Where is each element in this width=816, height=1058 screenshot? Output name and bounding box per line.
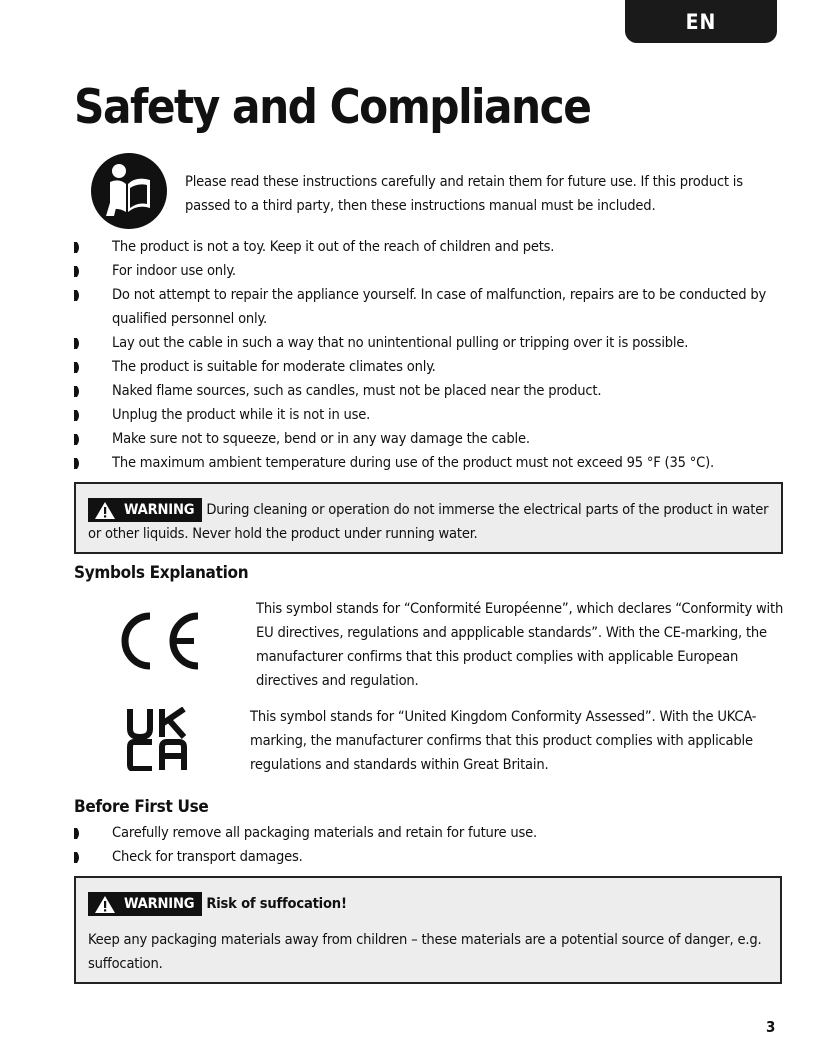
- bullet-icon: [74, 242, 81, 253]
- warning-text: Keep any packaging materials away from children – these materials are a potential source of danger, e.g. suffocation.: [88, 931, 762, 972]
- warning-label: WARNING: [124, 501, 195, 518]
- bullet-icon: [74, 852, 81, 863]
- warning-text-block: [88, 498, 769, 546]
- bullet-icon: [74, 362, 81, 373]
- list-item-text: Lay out the cable in such a way that no unintentional pulling or tripping over it is possible.: [112, 334, 689, 351]
- before-first-use-heading: Before First Use: [74, 797, 209, 817]
- list-item-text: Make sure not to squeeze, bend or in any way damage the cable.: [112, 430, 530, 447]
- list-item: [74, 235, 786, 259]
- bullet-icon: [74, 410, 81, 421]
- bullet-icon: [74, 434, 81, 445]
- bullet-icon: [74, 338, 81, 349]
- warning-badge: [88, 498, 202, 522]
- bullet-icon: [74, 828, 81, 839]
- bullet-icon: [74, 458, 81, 469]
- list-item-text: Do not attempt to repair the appliance yourself. In case of malfunction, repairs are to be conducted by qualified personnel only.: [112, 286, 767, 327]
- list-item: [74, 427, 786, 451]
- warning-badge: [88, 892, 202, 916]
- warning-label: WARNING: [124, 895, 195, 912]
- list-item: [74, 379, 786, 403]
- warning-triangle-icon: [94, 895, 116, 914]
- bullet-icon: [74, 290, 81, 301]
- ce-explanation: This symbol stands for “Conformité Européenne”, which declares “Conformity with EU directives, regulations and appplicable standards”. With the CE-marking, the manufacturer confirms that this product complies with applicable European directives and regulation.: [256, 600, 784, 689]
- safety-list: [74, 235, 786, 475]
- ukca-explanation: This symbol stands for “United Kingdom Conformity Assessed”. With the UKCA-marking, the manufacturer confirms that this product complies with applicable regulations and standards within Great Britain.: [250, 708, 757, 773]
- list-item: [74, 331, 786, 355]
- warning-text: During cleaning or operation do not immerse the electrical parts of the product in water or other liquids. Never hold the product under running water.: [88, 501, 769, 542]
- warning-title: Risk of suffocation!: [206, 895, 347, 912]
- bullet-icon: [74, 266, 81, 277]
- language-tab: EN: [625, 0, 777, 43]
- page-number: 3: [766, 1018, 776, 1036]
- list-item-text: The maximum ambient temperature during use of the product must not exceed 95 °F (35 °C).: [112, 454, 714, 471]
- warning-triangle-icon: [94, 501, 116, 520]
- list-item: [74, 403, 786, 427]
- before-first-use-list: [74, 821, 786, 869]
- list-item-text: Check for transport damages.: [112, 848, 303, 865]
- intro-text: Please read these instructions carefully and retain them for future use. If this product is passed to a third party, then these instructions manual must be included.: [185, 173, 743, 214]
- ce-mark-icon: [112, 606, 202, 676]
- bullet-icon: [74, 386, 81, 397]
- list-item: [74, 451, 786, 475]
- warning-box-suffocation: [74, 876, 782, 984]
- list-item-text: Naked flame sources, such as candles, must not be placed near the product.: [112, 382, 602, 399]
- list-item: [74, 355, 786, 379]
- list-item-text: Unplug the product while it is not in use.: [112, 406, 371, 423]
- list-item: [74, 283, 786, 331]
- list-item: [74, 845, 786, 869]
- list-item: [74, 821, 786, 845]
- warning-box-immersion: [74, 482, 783, 554]
- list-item-text: For indoor use only.: [112, 262, 236, 279]
- page-title: Safety and Compliance: [74, 80, 591, 135]
- list-item-text: Carefully remove all packaging materials and retain for future use.: [112, 824, 537, 841]
- list-item-text: The product is not a toy. Keep it out of the reach of children and pets.: [112, 238, 555, 255]
- list-item-text: The product is suitable for moderate climates only.: [112, 358, 436, 375]
- read-manual-icon: [90, 152, 168, 230]
- warning-title-row: [88, 892, 768, 916]
- list-item: [74, 259, 786, 283]
- symbols-heading: Symbols Explanation: [74, 563, 249, 583]
- ukca-mark-icon: [126, 707, 188, 771]
